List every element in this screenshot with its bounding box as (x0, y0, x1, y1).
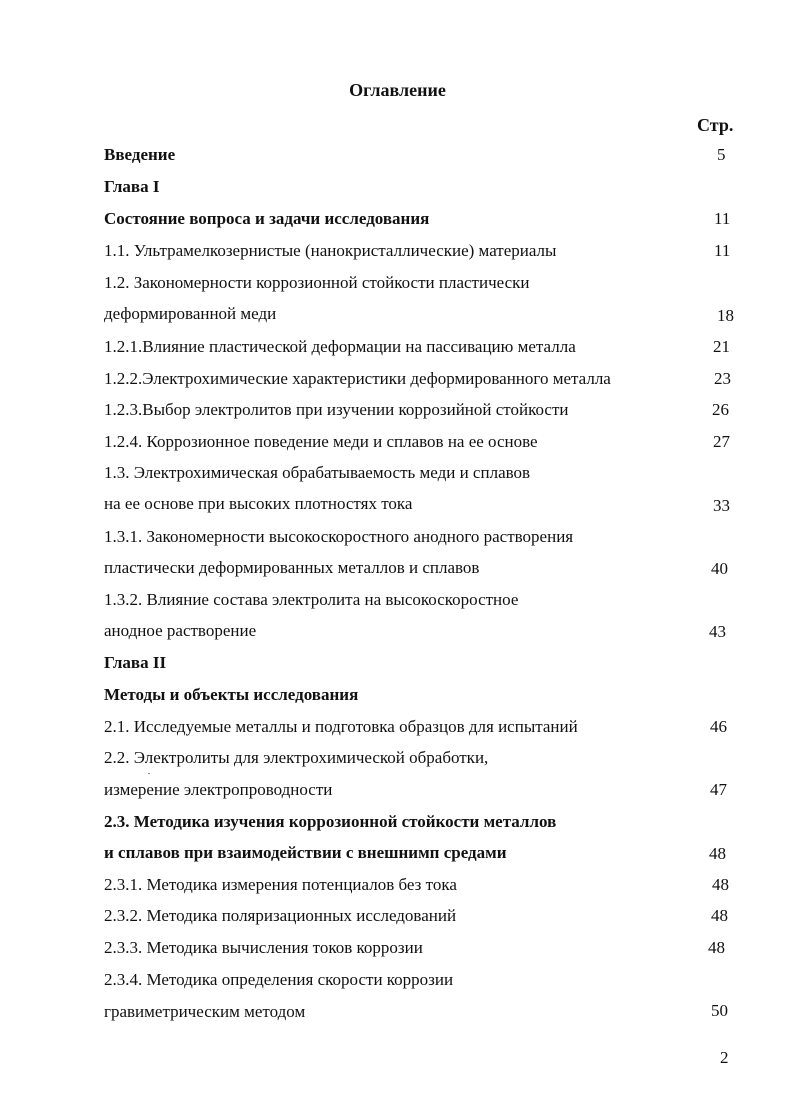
toc-page-number: 48 (712, 875, 729, 894)
toc-entry: 2.1. Исследуемые металлы и подготовка образцов для испытаний (104, 717, 578, 736)
toc-entry: 1.2.3.Выбор электролитов при изучении коррозийной стойкости (104, 400, 569, 419)
toc-chapter-heading: Глава I (104, 177, 160, 196)
toc-entry: Методы и объекты исследования (104, 685, 359, 704)
toc-page-number: 27 (713, 432, 730, 451)
page-number: 2 (720, 1048, 729, 1067)
toc-entry: 1.2.1.Влияние пластической деформации на пассивацию металла (104, 337, 576, 356)
toc-entry: и сплавов при взаимодействии с внешнимп средами (104, 843, 507, 862)
toc-page-number: 11 (714, 241, 731, 260)
toc-page-number: 47 (710, 780, 727, 799)
toc-entry: гравиметрическим методом (104, 1002, 306, 1021)
toc-entry: 2.2. Электролиты для электрохимической обработки, (104, 748, 489, 767)
toc-chapter-heading: Глава II (104, 653, 167, 672)
toc-entry: измерение электропроводности (104, 780, 333, 799)
toc-entry: на ее основе при высоких плотностях тока (104, 494, 413, 513)
toc-entry: 1.1. Ультрамелкозернистые (нанокристаллические) материалы (104, 241, 557, 260)
toc-entry: пластически деформированных металлов и сплавов (104, 558, 480, 577)
toc-entry: 2.3.4. Методика определения скорости коррозии (104, 970, 454, 989)
toc-page-number: 48 (709, 844, 726, 863)
toc-entry: деформированной меди (104, 304, 277, 323)
toc-page-number: 23 (714, 369, 731, 388)
toc-entry: 1.3.2. Влияние состава электролита на высокоскоростное (104, 590, 519, 609)
toc-page-number: 21 (713, 337, 730, 356)
toc-page-number: 43 (709, 622, 726, 641)
toc-entry: 1.2.2.Электрохимические характеристики деформированного металла (104, 369, 611, 388)
toc-page-number: 48 (711, 906, 728, 925)
toc-title: Оглавление (349, 80, 446, 100)
toc-entry: 2.3. Методика изучения коррозионной стойкости металлов (104, 812, 557, 831)
toc-entry: 1.3. Электрохимическая обрабатываемость меди и сплавов (104, 463, 531, 482)
toc-page-number: 5 (717, 145, 726, 164)
toc-entry: 2.3.3. Методика вычисления токов коррозии (104, 938, 423, 957)
toc-page-number: 33 (713, 496, 730, 515)
toc-entry: 1.2. Закономерности коррозионной стойкости пластически (104, 273, 530, 292)
toc-page-number: 46 (710, 717, 727, 736)
toc-entry: 2.3.2. Методика поляризационных исследований (104, 906, 457, 925)
toc-page-number: 26 (712, 400, 729, 419)
toc-entry: 1.2.4. Коррозионное поведение меди и сплавов на ее основе (104, 432, 538, 451)
toc-entry: Состояние вопроса и задачи исследования (104, 209, 430, 228)
toc-page-number: 50 (711, 1001, 728, 1020)
toc-entry: анодное растворение (104, 621, 257, 640)
toc-page-number: 18 (717, 306, 734, 325)
page-column-header: Стр. (697, 115, 734, 135)
toc-entry: Введение (104, 145, 176, 164)
toc-page-number: 11 (714, 209, 731, 228)
scan-speck (148, 773, 150, 774)
toc-entry: 1.3.1. Закономерности высокоскоростного анодного растворения (104, 527, 574, 546)
toc-entry: 2.3.1. Методика измерения потенциалов без тока (104, 875, 457, 894)
toc-page-number: 40 (711, 559, 728, 578)
toc-page-number: 48 (708, 938, 725, 957)
